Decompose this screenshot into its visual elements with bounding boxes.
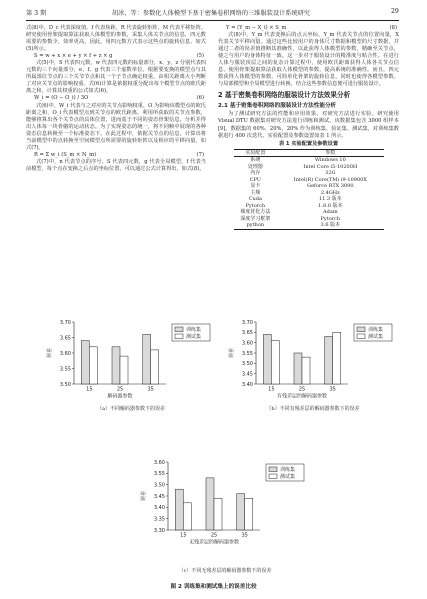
table-cell: 显卡 <box>250 183 261 190</box>
bar-test <box>120 356 128 384</box>
table-cell: Pytorch <box>245 202 266 209</box>
bar-test <box>302 357 310 384</box>
equation-number: (7) <box>196 151 204 158</box>
legend-label: 训练集 <box>368 327 384 333</box>
x-tick-label: 25 <box>210 532 218 539</box>
table-cell: CPU <box>249 176 261 183</box>
table-cell: 深度学习框架 <box>240 215 271 222</box>
table-cell: 3.6 版本 <box>277 222 383 229</box>
right-column <box>218 25 399 230</box>
x-tick-label: 15 <box>86 386 93 393</box>
config-table <box>234 149 384 230</box>
equation-body: S = w + x × e + y × f + z × g <box>34 53 113 60</box>
bar-train <box>175 489 183 530</box>
x-axis-label: 解码器参数 <box>107 393 133 400</box>
legend-label: 测试集 <box>368 334 384 340</box>
chart-c <box>140 458 310 550</box>
y-tick-label: 3.65 <box>241 330 253 337</box>
y-tick-label: 3.55 <box>241 350 253 357</box>
bar-test <box>89 347 97 384</box>
equation-body: R = Σ w_i (S_m × N_m) <box>34 151 97 158</box>
section-heading: 2 基于密集卷积网络的服装设计方法效果分析 <box>218 91 351 100</box>
bar-test <box>333 332 341 384</box>
paragraph: 为了测试研究方法的性能和应用效果，对研究方法进行实验。研究使用 Visual DTU 数据集对研究方法进行训练和测试，该数据集包含 3000 组样本[9]。数据集的 60%、20%、20% 作为训练集、验证集、测试集，对训练集数据进行 400 次迭代。实验配置及参数设置如表 1 所示。 <box>218 111 399 139</box>
paragraph: 式(5)中，S 代表四元数，w 代表四元数的标量部分，x、y、z 分别代表四元数的三个向量部分，e、f、g 代表三个虚数单位。根据要变换的模型点与其所属部位节点的三个关节节点和其一个子节点确定权重，由相关距离大小判断了对应关节点的影响权重。式(6)计算是依据权重分配出每个模型节点的欧氏距离之和，计算其权重的公式如式(6)。 <box>26 60 206 95</box>
table-cell: 处理器 <box>247 163 263 170</box>
table-cell: Windows 10 <box>314 157 346 164</box>
table-cell: 系统 <box>250 157 261 164</box>
x-tick-label: 35 <box>329 386 336 393</box>
legend-swatch <box>269 467 277 472</box>
bar-train <box>112 347 120 384</box>
y-tick-label: 3.60 <box>241 340 253 347</box>
y-tick-label: 3.50 <box>59 381 71 388</box>
y-tick-label: 3.70 <box>241 319 253 326</box>
y-tick-label: 3.65 <box>59 335 71 342</box>
table-cell: python <box>234 222 278 229</box>
bar-train <box>325 336 333 384</box>
table-row <box>234 222 384 229</box>
bar-test <box>214 498 222 530</box>
equation-number: (8) <box>389 25 397 31</box>
legend-swatch <box>175 327 183 332</box>
bar-train <box>206 478 214 530</box>
table-cell: 梯度优化方法 <box>240 209 271 216</box>
bar-train <box>237 494 245 530</box>
y-tick-label: 3.50 <box>153 482 165 489</box>
x-axis-label: 无残差层的解码器参数 <box>188 539 240 546</box>
x-axis-label: 有残差层的解码器参数 <box>276 393 328 400</box>
bar-test <box>245 498 253 530</box>
paragraph: 式(6)中，W_i 代表与之对应的关节点影响权重，O 为影响该模型点的欧氏距离之和，O_i 代表模型点到关节点的欧氏距离。利用所获取的关节点参数，能够推算出各个关节点的具体位置，进而基于不同的姿态骨架信息，分析并得出人体每一块骨骼的运动状态。为了实现姿态的统一，将不同帧中展现的各种姿态信息转换至一个标准姿态下。在此过程中，依据关节点的信息，计算出将当前模型中的点转换至空间模型点所需要的旋转矩阵以及相应的平移向量，如式(7)。 <box>26 102 206 151</box>
y-tick-label: 3.60 <box>153 459 165 466</box>
table-cell: 主频 <box>250 189 261 196</box>
chart-b <box>228 318 398 404</box>
legend-swatch <box>175 334 183 339</box>
table-body <box>234 157 384 230</box>
y-tick-label: 3.30 <box>153 527 165 534</box>
y-axis-label: 误差 <box>229 347 235 359</box>
chart-a-caption: （a）不同解码器参数下的误差 <box>97 406 165 412</box>
bar-train <box>143 334 151 384</box>
y-tick-label: 3.45 <box>241 371 253 378</box>
y-tick-label: 3.35 <box>153 516 165 523</box>
table-cell: Geforce RTX 3090 <box>307 183 354 190</box>
y-tick-label: 3.55 <box>59 366 71 373</box>
equation-number: (5) <box>196 53 204 60</box>
x-tick-label: 25 <box>298 386 306 393</box>
legend-label: 测试集 <box>280 474 296 480</box>
table-header-row <box>234 149 384 157</box>
legend-label: 训练集 <box>186 327 202 333</box>
table-header-cell: 参数 <box>277 149 383 157</box>
x-tick-label: 35 <box>241 532 248 539</box>
y-tick-label: 3.60 <box>59 350 71 357</box>
left-column <box>26 25 206 173</box>
issue-number: 第 3 期 <box>26 10 47 17</box>
table-cell: Intel Core i5-10200H <box>303 163 358 170</box>
table-cell: 2.4GHz <box>320 189 340 196</box>
legend-swatch <box>357 327 365 332</box>
y-tick-label: 3.45 <box>153 493 165 500</box>
bar-test <box>183 503 191 530</box>
bar-train <box>263 334 271 384</box>
y-axis-label: 误差 <box>47 347 53 359</box>
equation-6 <box>26 95 206 102</box>
equation-7 <box>26 152 206 159</box>
legend-swatch <box>357 334 365 339</box>
page-number: 29 <box>391 8 399 15</box>
legend-label: 测试集 <box>186 334 202 340</box>
bar-train <box>294 353 302 384</box>
legend-label: 训练集 <box>280 467 296 473</box>
bar-test <box>151 350 159 384</box>
figure-caption: 图 2 训练集和测试集上的误差比较 <box>170 584 257 590</box>
equation-body: Y = (Y_m − X_i) × S_m <box>226 25 287 31</box>
table-cell: 11.3 版本 <box>318 196 342 203</box>
table-cell: 内存 <box>250 170 261 177</box>
y-tick-label: 3.40 <box>241 381 253 388</box>
y-tick-label: 3.55 <box>153 471 165 478</box>
table-cell: 32G <box>325 170 336 177</box>
table-caption: 表 1 实验配置及参数设置 <box>278 140 339 147</box>
y-axis-label: 误差 <box>141 490 147 502</box>
x-tick-label: 15 <box>268 386 275 393</box>
table-header-cell: 实验配置 <box>234 149 278 157</box>
legend-swatch <box>269 474 277 479</box>
bar-test <box>271 341 279 384</box>
paragraph: 式(8)中，Y_m 代表变换后的点云坐标，Y_m 代表关节点的位置向量，X 代表关节平移向量。通过这些比较用户的身体尺寸数据和模型的尺寸数据，并通过二者的误差值推断其准确性，以此获得人体模型的参数，精确至关节点，使之与用户的身体特征一致。这一步对于服装设计的精准度与贴合性。在进行人体与服装顶层之间的复杂计算过程中，使用欧氏距离获得人体各关节点信息，使用骨架提取算法获取人体模型的参数，提高系统的准确性。而且，四元数获得人体模型的参数，可简单化骨架的旋转信息，同时也使得各模型参数、与局部模型和全局模型进行转换，结合这些参数信息便可进行服装设计。 <box>218 32 399 88</box>
chart-a <box>46 318 216 404</box>
y-tick-label: 3.70 <box>59 319 71 326</box>
table-row <box>234 157 384 164</box>
chart-b-caption: （b）不同有残差层的解码器参数下的误差 <box>266 406 360 412</box>
table-cell: Intel(R) Core(TM) i9-10900X <box>293 176 367 183</box>
paragraph: 式(8)中，D_c 代表深度值，f 代表焦距，R 代表旋转矩阵，M 代表平移矩阵。研究使用骨架提取算法获取人体模型的参数，采集人体关节点的信息，四元数需要的参数少，效率更高，因此，用四元数方式表示这些点的旋转信息，如式(5)所示。 <box>26 25 206 53</box>
equation-8 <box>218 25 399 32</box>
equation-number: (6) <box>196 95 204 102</box>
equation-body: W_i = (O − O_i) / 3O <box>34 95 89 102</box>
chart-c-caption: （c）不同无残差层的解码器参数下的误差 <box>178 568 272 574</box>
table-cell: Adam <box>323 209 338 216</box>
subsection-heading: 2.1 基于密集卷积网络的服装设计方法性能分析 <box>218 103 337 110</box>
x-tick-label: 15 <box>180 532 187 539</box>
paragraph: 式(7)中，n 代表节点的序号，S 代表四元数，g 代表全局模型，f 代表当前模型。每个点在变换之后点的坐标位置，可以通过公式计算得出，如式(8)。 <box>26 158 206 172</box>
y-tick-label: 3.40 <box>153 505 165 512</box>
x-tick-label: 25 <box>116 386 124 393</box>
x-tick-label: 35 <box>147 386 154 393</box>
bar-train <box>81 341 89 384</box>
running-title: 胡冰，等：参数化人体模型下基于密集卷积网络的三维服装设计系统研究 <box>112 10 310 17</box>
table-cell: Cuda <box>248 196 262 203</box>
header-rule <box>26 20 399 21</box>
table-cell: Pytorch <box>320 215 341 222</box>
y-tick-label: 3.50 <box>241 361 253 368</box>
table-cell: 1.8.0 版本 <box>318 202 343 209</box>
